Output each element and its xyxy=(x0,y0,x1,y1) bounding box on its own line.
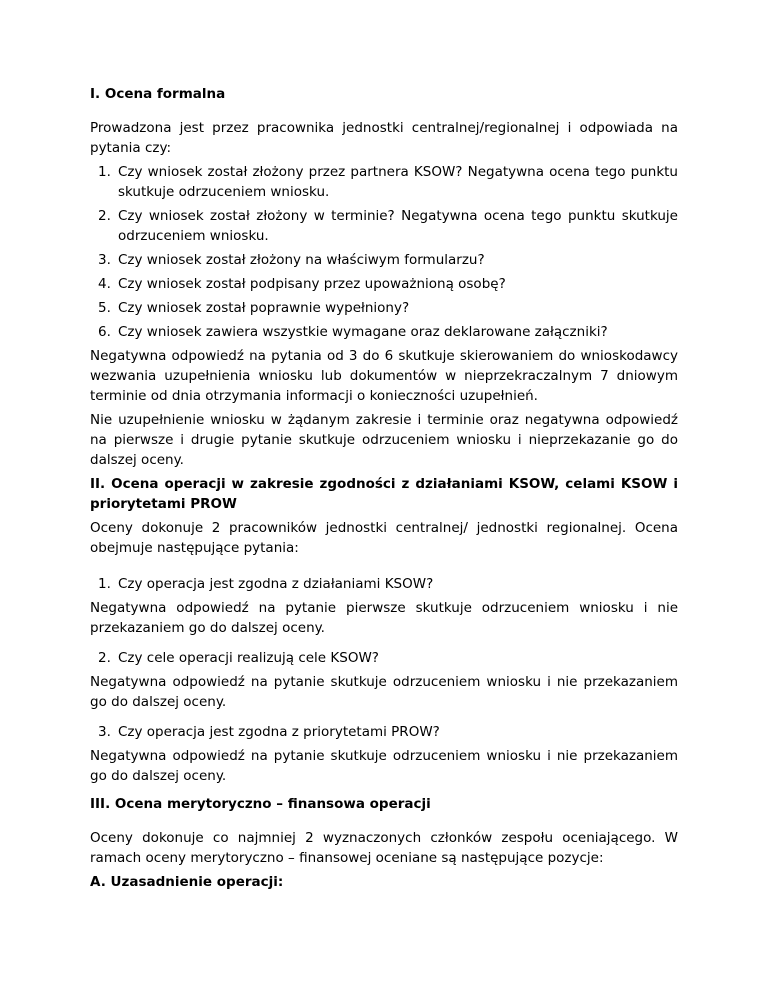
list-item xyxy=(90,274,678,294)
section-3-intro: Oceny dokonuje co najmniej 2 wyznaczonych członków zespołu oceniającego. W ramach oceny merytoryczno – finansowej oceniane są następujące pozycje: xyxy=(90,830,678,866)
section-3-subheading: A. Uzasadnienie operacji: xyxy=(90,874,284,890)
list-item-number: 2. xyxy=(98,208,111,224)
list-item-text: Czy wniosek został złożony na właściwym formularzu? xyxy=(118,252,485,268)
list-item xyxy=(90,574,678,594)
list-item xyxy=(90,648,678,668)
list-item-number: 6. xyxy=(98,324,111,340)
section-3-heading: III. Ocena merytoryczno – finansowa operacji xyxy=(90,796,431,812)
list-item-number: 1. xyxy=(98,576,111,592)
list-item-number: 3. xyxy=(98,252,111,268)
list-item xyxy=(90,250,678,270)
list-item-text: Czy wniosek został poprawnie wypełniony? xyxy=(118,300,410,316)
section-1-heading: I. Ocena formalna xyxy=(90,86,226,102)
list-item-number: 2. xyxy=(98,650,111,666)
list-item xyxy=(90,722,678,742)
section-2-answer-2: Negatywna odpowiedź na pytanie skutkuje odrzuceniem wniosku i nie przekazaniem go do dalszej oceny. xyxy=(90,674,678,710)
section-2-heading: II. Ocena operacji w zakresie zgodności z działaniami KSOW, celami KSOW i priorytetami PROW xyxy=(90,476,678,512)
list-item-text: Czy operacja jest zgodna z działaniami KSOW? xyxy=(118,576,434,592)
list-item-number: 5. xyxy=(98,300,111,316)
list-item xyxy=(90,298,678,318)
list-item-number: 3. xyxy=(98,724,111,740)
list-item-text: Czy wniosek został złożony w terminie? Negatywna ocena tego punktu skutkuje odrzuceniem wniosku. xyxy=(118,208,678,244)
section-2-answer-3: Negatywna odpowiedź na pytanie skutkuje odrzuceniem wniosku i nie przekazaniem go do dalszej oceny. xyxy=(90,748,678,784)
list-item-text: Czy cele operacji realizują cele KSOW? xyxy=(118,650,379,666)
list-item-number: 1. xyxy=(98,164,111,180)
list-item-text: Czy wniosek został złożony przez partnera KSOW? Negatywna ocena tego punktu skutkuje odrzuceniem wniosku. xyxy=(118,164,678,200)
list-item xyxy=(90,162,678,202)
list-item-text: Czy wniosek zawiera wszystkie wymagane oraz deklarowane załączniki? xyxy=(118,324,608,340)
section-1-intro: Prowadzona jest przez pracownika jednostki centralnej/regionalnej i odpowiada na pytania czy: xyxy=(90,120,678,156)
section-2-answer-1: Negatywna odpowiedź na pytanie pierwsze skutkuje odrzuceniem wniosku i nie przekazaniem go do dalszej oceny. xyxy=(90,600,678,636)
section-1-note-2: Nie uzupełnienie wniosku w żądanym zakresie i terminie oraz negatywna odpowiedź na pierwsze i drugie pytanie skutkuje odrzuceniem wniosku i nieprzekazanie go do dalszej oceny. xyxy=(90,412,678,468)
list-item-text: Czy operacja jest zgodna z priorytetami PROW? xyxy=(118,724,440,740)
list-item xyxy=(90,322,678,342)
section-1-note-1: Negatywna odpowiedź na pytania od 3 do 6 skutkuje skierowaniem do wnioskodawcy wezwania uzupełnienia wniosku lub dokumentów w nieprzekraczalnym 7 dniowym terminie od dnia otrzymania informacji o konieczności uzupełnień. xyxy=(90,348,678,404)
section-2-intro: Oceny dokonuje 2 pracowników jednostki centralnej/ jednostki regionalnej. Ocena obejmuje następujące pytania: xyxy=(90,520,678,556)
list-item-number: 4. xyxy=(98,276,111,292)
list-item xyxy=(90,206,678,246)
list-item-text: Czy wniosek został podpisany przez upoważnioną osobę? xyxy=(118,276,506,292)
